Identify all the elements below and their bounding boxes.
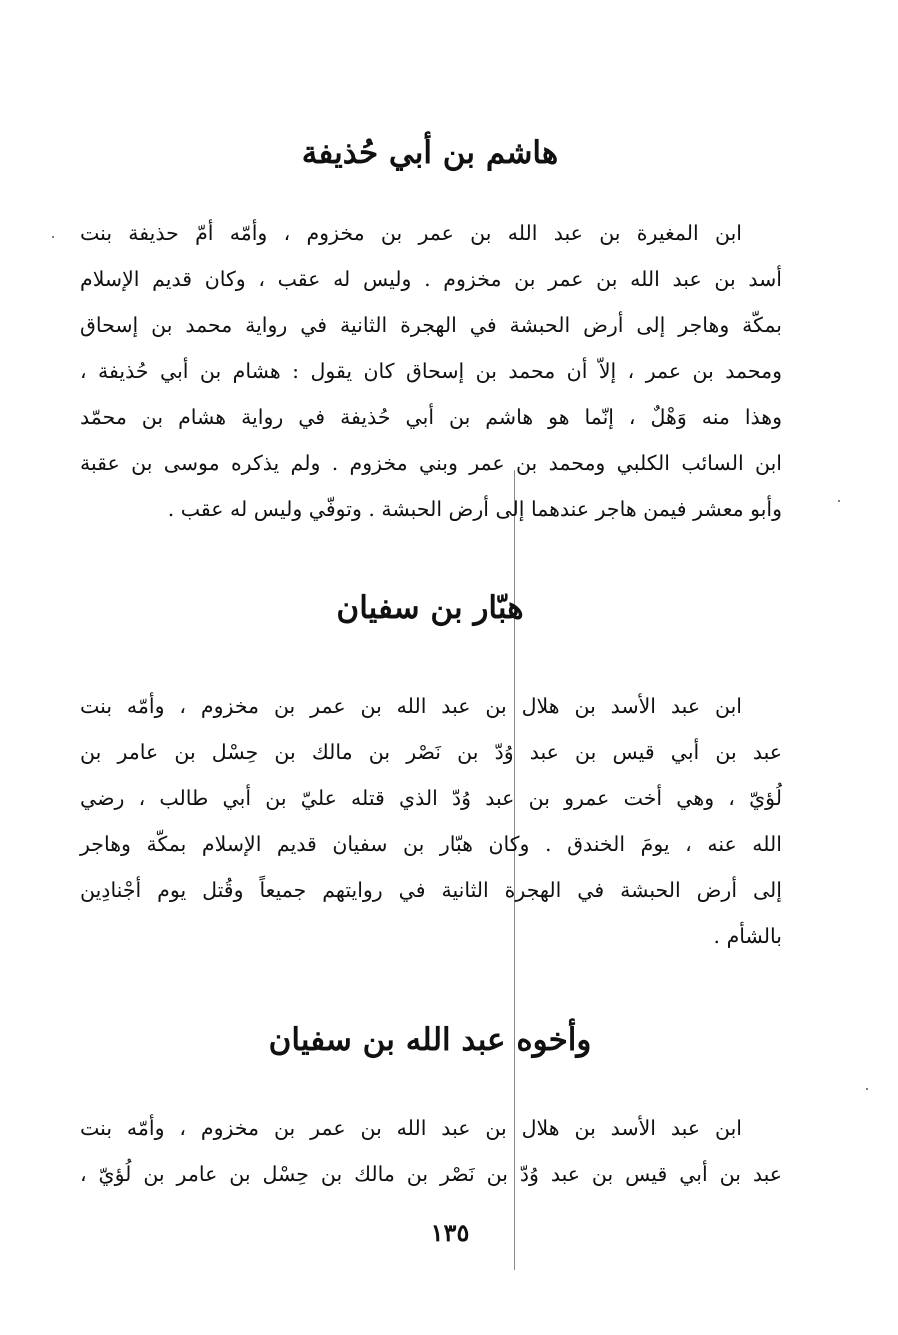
section-title-hashim: هاشم بن أبي حُذيفة (301, 135, 559, 171)
text-line: ومحمد بن عمر ، إلاّ أن محمد بن إسحاق كان يقول : هشام بن أبي حُذيفة ، (80, 359, 782, 383)
text-line: الله عنه ، يومَ الخندق . وكان هبّار بن سفيان قديم الإسلام بمكّة وهاجر (80, 832, 782, 856)
text-line: ابن المغيرة بن عبد الله بن عمر بن مخزوم ، وأمّه أمّ حذيفة بنت (80, 221, 742, 245)
text-line: بالشأم . (713, 924, 782, 948)
section-title-habbar: هبّار بن سفيان (336, 590, 524, 626)
text-line: عبد بن أبي قيس بن عبد وُدّ بن نَصْر بن مالك بن حِسْل بن عامر بن لُؤيّ ، (80, 1162, 782, 1186)
scan-speck (838, 500, 840, 502)
text-line: ابن السائب الكلبي ومحمد بن عمر وبني مخزوم . ولم يذكره موسى بن عقبة (80, 451, 782, 475)
scan-speck (866, 1088, 868, 1090)
page-number: ١٣٥ (430, 1218, 470, 1247)
section-title-abdullah: وأخوه عبد الله بن سفيان (268, 1022, 592, 1058)
text-line: إلى أرض الحبشة في الهجرة الثانية في روايتهم جميعاً وقُتل يوم أجْنادِين (80, 878, 782, 902)
section-body-habbar (80, 683, 782, 959)
text-line: ابن عبد الأسد بن هلال بن عبد الله بن عمر بن مخزوم ، وأمّه بنت (80, 694, 742, 718)
text-line: بمكّة وهاجر إلى أرض الحبشة في الهجرة الثانية في رواية محمد بن إسحاق (80, 313, 782, 337)
section-body-hashim (80, 210, 782, 532)
text-line: لُؤيّ ، وهي أخت عمرو بن عبد وُدّ الذي قتله عليّ بن أبي طالب ، رضي (80, 786, 782, 810)
text-line: عبد بن أبي قيس بن عبد وُدّ بن نَصْر بن مالك بن حِسْل بن عامر بن (80, 740, 782, 764)
section-body-abdullah (80, 1105, 782, 1197)
scan-speck (52, 236, 54, 238)
text-line: وهذا منه وَهْلٌ ، إنّما هو هاشم بن أبي حُذيفة في رواية هشام بن محمّد (80, 405, 782, 429)
text-line: ابن عبد الأسد بن هلال بن عبد الله بن عمر بن مخزوم ، وأمّه بنت (80, 1116, 742, 1140)
text-line: وأبو معشر فيمن هاجر عندهما إلى أرض الحبشة . وتوفّي وليس له عقب . (167, 497, 782, 521)
text-line: أسد بن عبد الله بن عمر بن مخزوم . وليس له عقب ، وكان قديم الإسلام (80, 267, 782, 291)
